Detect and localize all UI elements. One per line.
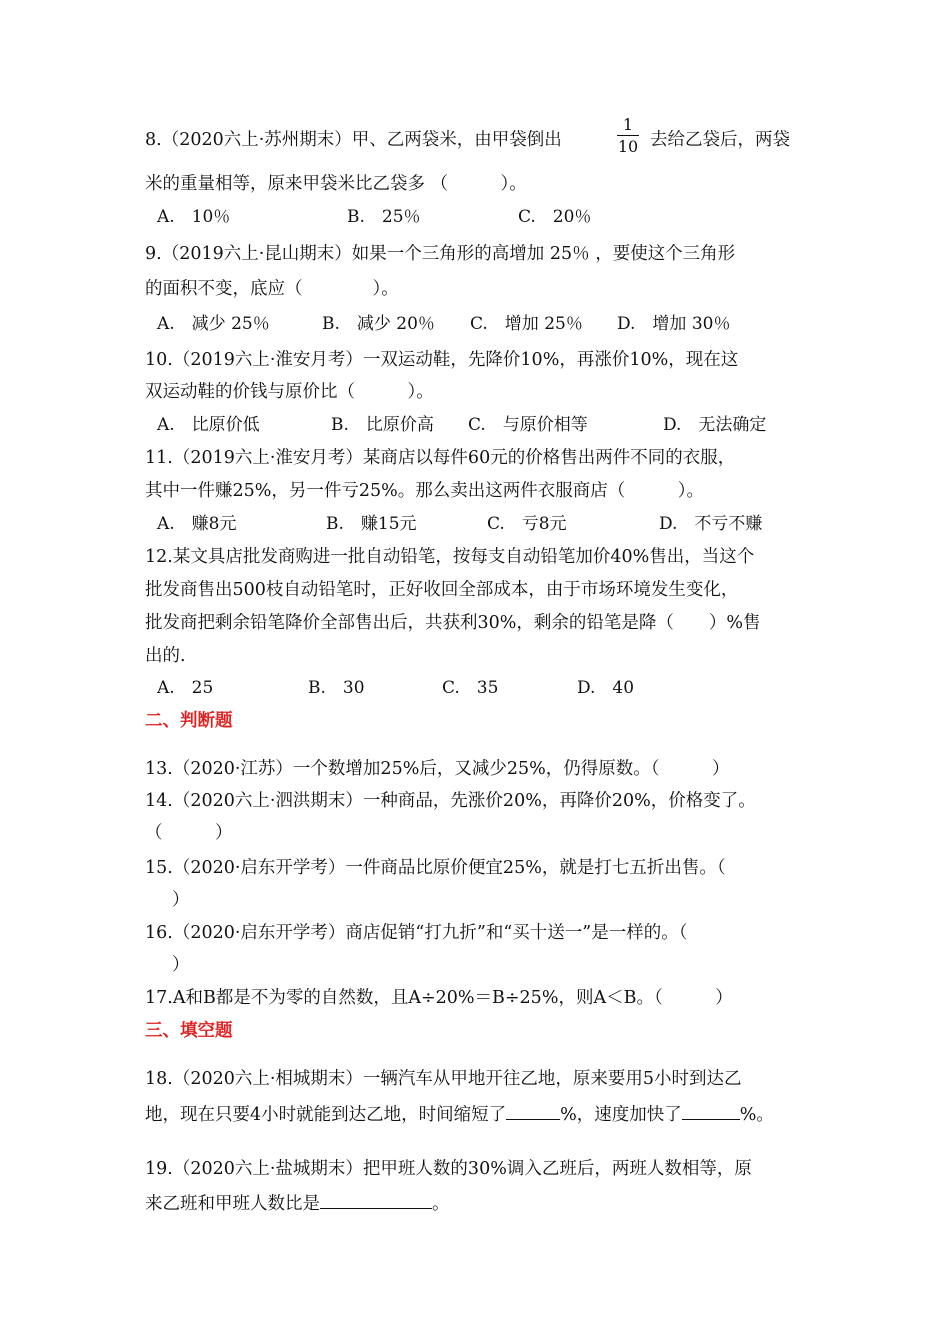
q8-option-a: A. 10％ (157, 207, 231, 227)
q12-option-b: B. 30 (308, 678, 365, 698)
question-12-line-2: 批发商售出500枝自动铅笔时，正好收回全部成本，由于市场环境发生变化， (145, 580, 739, 600)
question-10-line-1: 10.（2019六上·淮安月考）一双运动鞋，先降价10%，再涨价10%，现在这 (145, 350, 739, 370)
section-heading-fill-in: 三、填空题 (145, 1021, 233, 1041)
question-13: 13.（2020·江苏）一个数增加25%后，又减少25%，仍得原数。（ ） (145, 759, 730, 779)
question-10-line-2: 双运动鞋的价钱与原价比（ ）。 (145, 382, 434, 402)
answer-blank-ratio[interactable] (320, 1190, 432, 1209)
q12-option-d: D. 40 (577, 678, 635, 698)
question-18-text-b: %，速度加快了 (560, 1105, 682, 1125)
question-11-line-2: 其中一件赚25%，另一件亏25%。那么卖出这两件衣服商店（ ）。 (145, 481, 705, 501)
question-19-text-b: 。 (432, 1194, 450, 1214)
q11-option-c: C. 亏8元 (487, 514, 567, 534)
q12-option-c: C. 35 (442, 678, 499, 698)
question-19-line-2 (145, 1190, 450, 1216)
fraction-numerator: 1 (622, 115, 634, 134)
question-16-line-1: 16.（2020·启东开学考）商店促销“打九折”和“买十送一”是一样的。（ (145, 923, 688, 943)
question-14-line-2: （ ） (145, 823, 233, 843)
q9-option-d: D. 增加 30％ (617, 314, 731, 334)
question-11-line-1: 11.（2019六上·淮安月考）某商店以每件60元的价格售出两件不同的衣服， (145, 448, 736, 468)
answer-blank-speed[interactable] (682, 1101, 740, 1120)
question-9-line-1: 9.（2019六上·昆山期末）如果一个三角形的高增加 25％ ，要使这个三角形 (145, 244, 736, 264)
q9-option-c: C. 增加 25％ (470, 314, 583, 334)
question-18-line-1: 18.（2020六上·相城期末）一辆汽车从甲地开往乙地，原来要用5小时到达乙 (145, 1069, 742, 1089)
question-14-line-1: 14.（2020六上·泗洪期末）一种商品，先涨价20%，再降价20%，价格变了。 (145, 791, 756, 811)
q12-option-a: A. 25 (157, 678, 214, 698)
question-17: 17.A和B都是不为零的自然数，且A÷20%＝B÷25%，则A＜B。（ ） (145, 988, 733, 1008)
q11-option-b: B. 赚15元 (326, 514, 417, 534)
question-15-line-2: ） (172, 890, 190, 910)
q8-option-c: C. 20％ (518, 207, 592, 227)
fraction-denominator: 10 (617, 137, 639, 156)
q10-option-d: D. 无法确定 (663, 415, 767, 435)
question-8-line-1 (145, 128, 562, 152)
question-18-line-2 (145, 1101, 774, 1127)
question-19-text-a: 来乙班和甲班人数比是 (145, 1194, 320, 1214)
q11-option-a: A. 赚8元 (157, 514, 237, 534)
question-12-line-3: 批发商把剩余铅笔降价全部售出后，共获利30%，剩余的铅笔是降（ ）%售 (145, 613, 761, 633)
q11-option-d: D. 不亏不赚 (659, 514, 763, 534)
q10-option-a: A. 比原价低 (157, 415, 260, 435)
q9-option-b: B. 减少 20％ (322, 314, 435, 334)
question-12-line-1: 12.某文具店批发商购进一批自动铅笔，按每支自动铅笔加价40%售出，当这个 (145, 547, 755, 567)
question-12-line-4: 出的. (145, 646, 186, 666)
answer-blank-time[interactable] (506, 1101, 560, 1120)
question-8-text-a: 8.（2020六上·苏州期末）甲、乙两袋米，由甲袋倒出 (145, 130, 562, 150)
question-8-line-1b: 去给乙袋后，两袋 (650, 130, 790, 150)
question-19-line-1: 19.（2020六上·盐城期末）把甲班人数的30%调入乙班后，两班人数相等，原 (145, 1159, 752, 1179)
fraction-one-tenth (617, 116, 639, 156)
question-15-line-1: 15.（2020·启东开学考）一件商品比原价便宜25%，就是打七五折出售。（ (145, 858, 726, 878)
q10-option-c: C. 与原价相等 (468, 415, 588, 435)
question-8-line-2: 米的重量相等，原来甲袋米比乙袋多 （ ）。 (145, 174, 527, 194)
section-heading-judgment: 二、判断题 (145, 711, 233, 731)
question-18-text-c: %。 (739, 1105, 774, 1125)
question-9-line-2: 的面积不变，底应（ ）。 (145, 279, 399, 299)
question-16-line-2: ） (172, 955, 190, 975)
q10-option-b: B. 比原价高 (331, 415, 434, 435)
q9-option-a: A. 减少 25％ (157, 314, 270, 334)
question-18-text-a: 地，现在只要4小时就能到达乙地，时间缩短了 (145, 1105, 507, 1125)
q8-option-b: B. 25％ (347, 207, 421, 227)
